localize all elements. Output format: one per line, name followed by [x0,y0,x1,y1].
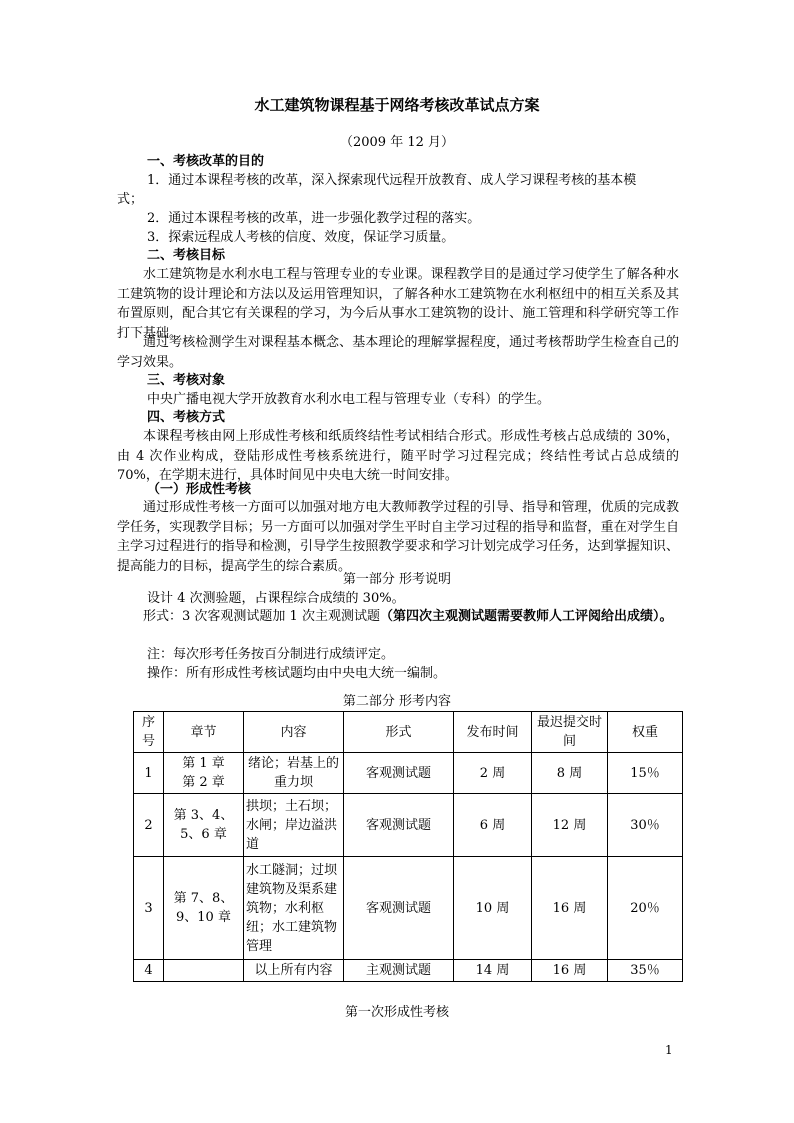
table-cell: 30％ [608,794,683,857]
table-cell: 第 7、8、9、10 章 [164,857,244,960]
table-cell: 第 1 章 第 2 章 [164,753,244,794]
table-cell: 客观测试题 [344,753,454,794]
table-header-cell: 章节 [164,712,244,753]
s1-item-2: 2．通过本课程考核的改革，进一步强化教学过程的落实。 [147,211,481,226]
page-number: 1 [665,1043,673,1057]
s1-item-1b: 式； [117,192,144,207]
document-date: （2009 年 12 月） [339,135,455,150]
part-1-operation: 操作：所有形成性考核试题均由中央电大统一编制。 [147,666,447,681]
table-cell: 2 [134,794,164,857]
table-header-cell: 权重 [608,712,683,753]
section-1-heading: 一、考核改革的目的 [147,154,265,169]
part-1-format-bold-note: （第四次主观测试题需要教师人工评阅给出成绩）。 [379,609,673,624]
assessment-table [133,711,683,982]
table-cell: 6 周 [454,794,532,857]
table-cell: 20％ [608,857,683,960]
part-1-line-1: 设计 4 次测验题，占课程综合成绩的 30%。 [147,591,405,606]
table-row [134,753,683,794]
part-1-note: 注：每次形考任务按百分制进行成绩评定。 [147,647,395,662]
s1-item-3: 3．探索远程成人考核的信度、效度，保证学习质量。 [147,230,455,245]
table-cell: 1 [134,753,164,794]
table-cell: 第 3、4、5、6 章 [164,794,244,857]
s3-paragraph: 中央广播电视大学开放教育水利水电工程与管理专业（专科）的学生。 [147,392,551,407]
table-cell: 水工隧洞；过坝建筑物及渠系建筑物；水利枢纽；水工建筑物管理 [244,857,344,960]
table-cell: 2 周 [454,753,532,794]
table-cell: 15％ [608,753,683,794]
s4-sub-heading: （一）形成性考核 [147,482,252,497]
table-header-row [134,712,683,753]
table-cell: 14 周 [454,960,532,982]
table-row [134,960,683,982]
s2-paragraph-1: 水工建筑物是水利水电工程与管理专业的专业课。课程教学目的是通过学习使学生了解各种水工建筑物的设计理论和方法以及运用管理知识，了解各种水工建筑物在水利枢纽中的相互关系及其布置原则，配合其它有关课程的学习，为今后从事水工建筑物的设计、施工管理和科学研究等工作打下基础。 [117,267,679,341]
s4-paragraph-1: 本课程考核由网上形成性考核和纸质终结性考试相结合形式。形成性考核占总成绩的 30%，由 4 次作业构成，登陆形成性考核系统进行，随平时学习过程完成；终结性考试占总成绩的 70%，在学期末进行，具体时间见中央电大统一时间安排。 [117,429,679,483]
document-title: 水工建筑物课程基于网络考核改革试点方案 [254,96,540,114]
table-cell: 10 周 [454,857,532,960]
part-1-heading: 第一部分 形考说明 [342,572,452,587]
table-header-cell: 序号 [134,712,164,753]
table-header-cell: 最迟提交时间 [532,712,608,753]
part-1-format-text: 形式：3 次客观测试题加 1 次主观测试题 [143,609,380,624]
table-cell: 16 周 [532,960,608,982]
table-cell: 客观测试题 [344,857,454,960]
table-header-cell: 内容 [244,712,344,753]
table-cell: 8 周 [532,753,608,794]
table-cell [164,960,244,982]
table-cell: 客观测试题 [344,794,454,857]
part-1-line-2 [117,607,679,627]
table-cell: 主观测试题 [344,960,454,982]
table-cell: 35％ [608,960,683,982]
table-row [134,857,683,960]
s1-item-1a: 1．通过本课程考核的改革，深入探索现代远程开放教育、成人学习课程考核的基本模 [147,173,637,188]
table-cell: 绪论；岩基上的重力坝 [244,753,344,794]
table-cell: 拱坝；土石坝；水闸；岸边溢洪道 [244,794,344,857]
table-header-cell: 形式 [344,712,454,753]
section-4-heading: 四、考核方式 [147,410,226,425]
table-cell: 16 周 [532,857,608,960]
table-cell: 3 [134,857,164,960]
table-cell: 4 [134,960,164,982]
table-row [134,794,683,857]
table-cell: 12 周 [532,794,608,857]
s2-paragraph-2: 通过考核检测学生对课程基本概念、基本理论的理解掌握程度，通过考核帮助学生检查自己的学习效果。 [117,335,679,370]
table-cell: 以上所有内容 [244,960,344,982]
part-2-heading: 第二部分 形考内容 [342,694,452,709]
section-2-heading: 二、考核目标 [147,248,226,263]
section-3-heading: 三、考核对象 [147,373,226,388]
table-header-cell: 发布时间 [454,712,532,753]
first-formative-heading: 第一次形成性考核 [344,1005,449,1020]
s4-paragraph-2: 通过形成性考核一方面可以加强对地方电大教师教学过程的引导、指导和管理，优质的完成教学任务，实现教学目标；另一方面可以加强对学生平时自主学习过程的指导和监督，重在对学生自主学习过程进行的指导和检测，引导学生按照教学要求和学习计划完成学习任务，达到掌握知识、提高能力的目标，提高学生的综合素质。 [117,500,679,574]
